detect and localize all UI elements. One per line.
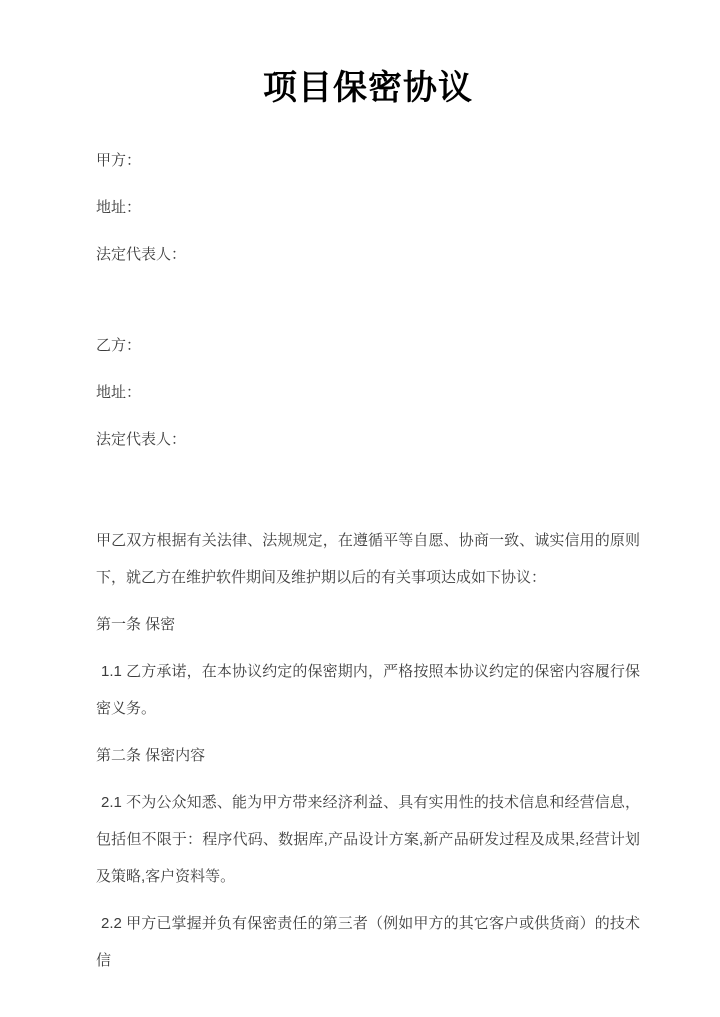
document-title: 项目保密协议 bbox=[263, 69, 473, 107]
clause-2-1: 2.1 不为公众知悉、能为甲方带来经济利益、具有实用性的技术信息和经营信息，包括但不限于：程序代码、数据库,产品设计方案,新产品研发过程及成果,经营计划及策略,客户资料等。 bbox=[96, 794, 640, 885]
party-a-legal-rep-label: 法定代表人： bbox=[96, 246, 187, 263]
article-1-heading: 第一条 保密 bbox=[96, 616, 176, 633]
section-gap bbox=[96, 283, 640, 327]
party-a-address-label: 地址： bbox=[96, 199, 142, 216]
section-gap bbox=[96, 468, 640, 522]
preamble-paragraph: 甲乙双方根据有关法律、法规规定，在遵循平等自愿、协商一致、诚实信用的原则下，就乙方在维护软件期间及维护期以后的有关事项达成如下协议： bbox=[96, 532, 640, 586]
article-2-heading: 第二条 保密内容 bbox=[96, 747, 206, 764]
clause-2-2: 2.2 甲方已掌握并负有保密责任的第三者（例如甲方的其它客户或供货商）的技术信 bbox=[96, 915, 640, 969]
clause-1-1: 1.1 乙方承诺，在本协议约定的保密期内，严格按照本协议约定的保密内容履行保密义务。 bbox=[96, 663, 640, 717]
party-b-name-label: 乙方： bbox=[96, 337, 142, 354]
party-b-address-label: 地址： bbox=[96, 384, 142, 401]
party-a-name-label: 甲方： bbox=[96, 152, 142, 169]
party-b-legal-rep-label: 法定代表人： bbox=[96, 431, 187, 448]
